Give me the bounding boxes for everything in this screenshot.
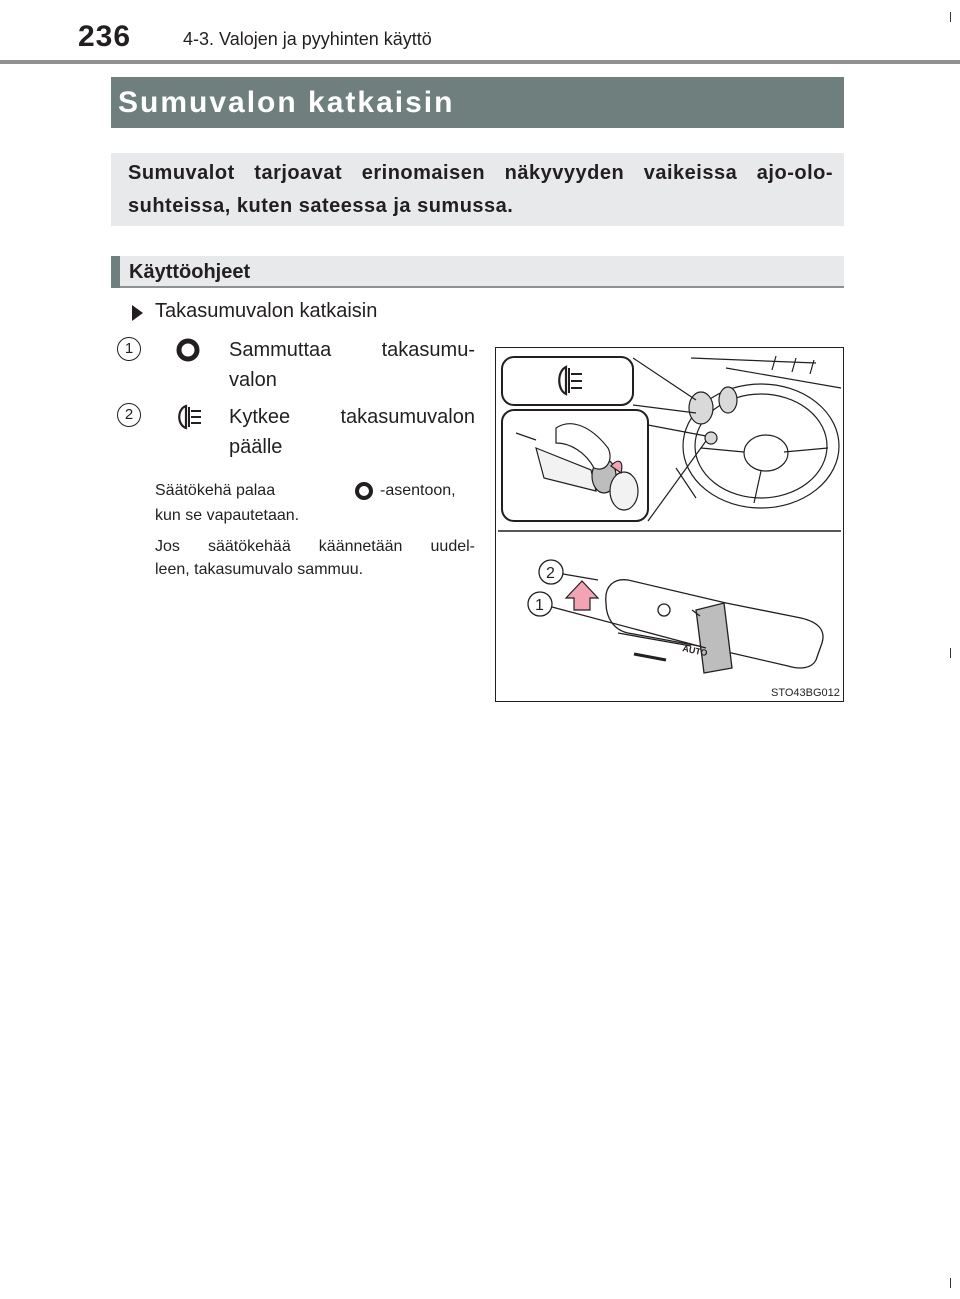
off-position-icon xyxy=(353,480,375,502)
figure-code: STO43BG012 xyxy=(771,687,840,699)
crop-mark xyxy=(950,1278,951,1288)
illustration-frame xyxy=(495,347,844,702)
item-number-badge: 1 xyxy=(117,337,141,361)
page-number: 236 xyxy=(78,20,132,53)
icon-callout-box xyxy=(502,357,633,405)
item-2-text-line-2: päälle xyxy=(229,436,283,458)
note-1-part-2: -asentoon, xyxy=(380,482,456,499)
item-2-text-line-1: Kytkee takasumuvalon xyxy=(229,406,475,428)
figure-label-1: 1 xyxy=(535,597,544,614)
header-rule xyxy=(0,60,960,64)
item-1-text-line-2: valon xyxy=(229,369,277,391)
intro-line-1: Sumuvalot tarjoavat erinomaisen näkyvyyden vaikeissa ajo-olo- xyxy=(128,162,833,184)
headlight-stalk-icon xyxy=(606,580,823,673)
steering-wheel-icon xyxy=(676,356,841,508)
subheading-bar xyxy=(111,256,120,288)
note-1-line-2: kun se vapautetaan. xyxy=(155,507,300,524)
section-title: Sumuvalon katkaisin xyxy=(118,86,455,119)
crop-mark xyxy=(950,12,951,22)
intro-line-2: suhteissa, kuten sateessa ja sumussa. xyxy=(128,195,514,217)
note-2-line-2: leen, takasumuvalo sammuu. xyxy=(155,561,364,578)
list-heading: Takasumuvalon katkaisin xyxy=(155,300,378,322)
bullet-triangle-icon xyxy=(132,305,143,321)
note-2-line-1: Jos säätökehää käännetään uudel- xyxy=(155,538,475,555)
item-number-badge: 2 xyxy=(117,403,141,427)
intro-box xyxy=(111,153,844,226)
fog-light-switch-illustration xyxy=(496,348,843,701)
rear-fog-light-icon xyxy=(173,403,205,431)
note-1-part-1: Säätökehä palaa xyxy=(155,482,276,499)
switch-auto-label: AUTO xyxy=(681,643,709,659)
subheading: Käyttöohjeet xyxy=(129,261,251,283)
crop-mark xyxy=(950,648,951,658)
chapter-title: 4-3. Valojen ja pyyhinten käyttö xyxy=(183,29,432,49)
figure-label-2: 2 xyxy=(546,565,555,582)
item-1-text-line-1: Sammuttaa takasumu- xyxy=(229,339,475,361)
off-position-icon xyxy=(175,337,201,363)
push-arrow-icon xyxy=(566,581,598,610)
